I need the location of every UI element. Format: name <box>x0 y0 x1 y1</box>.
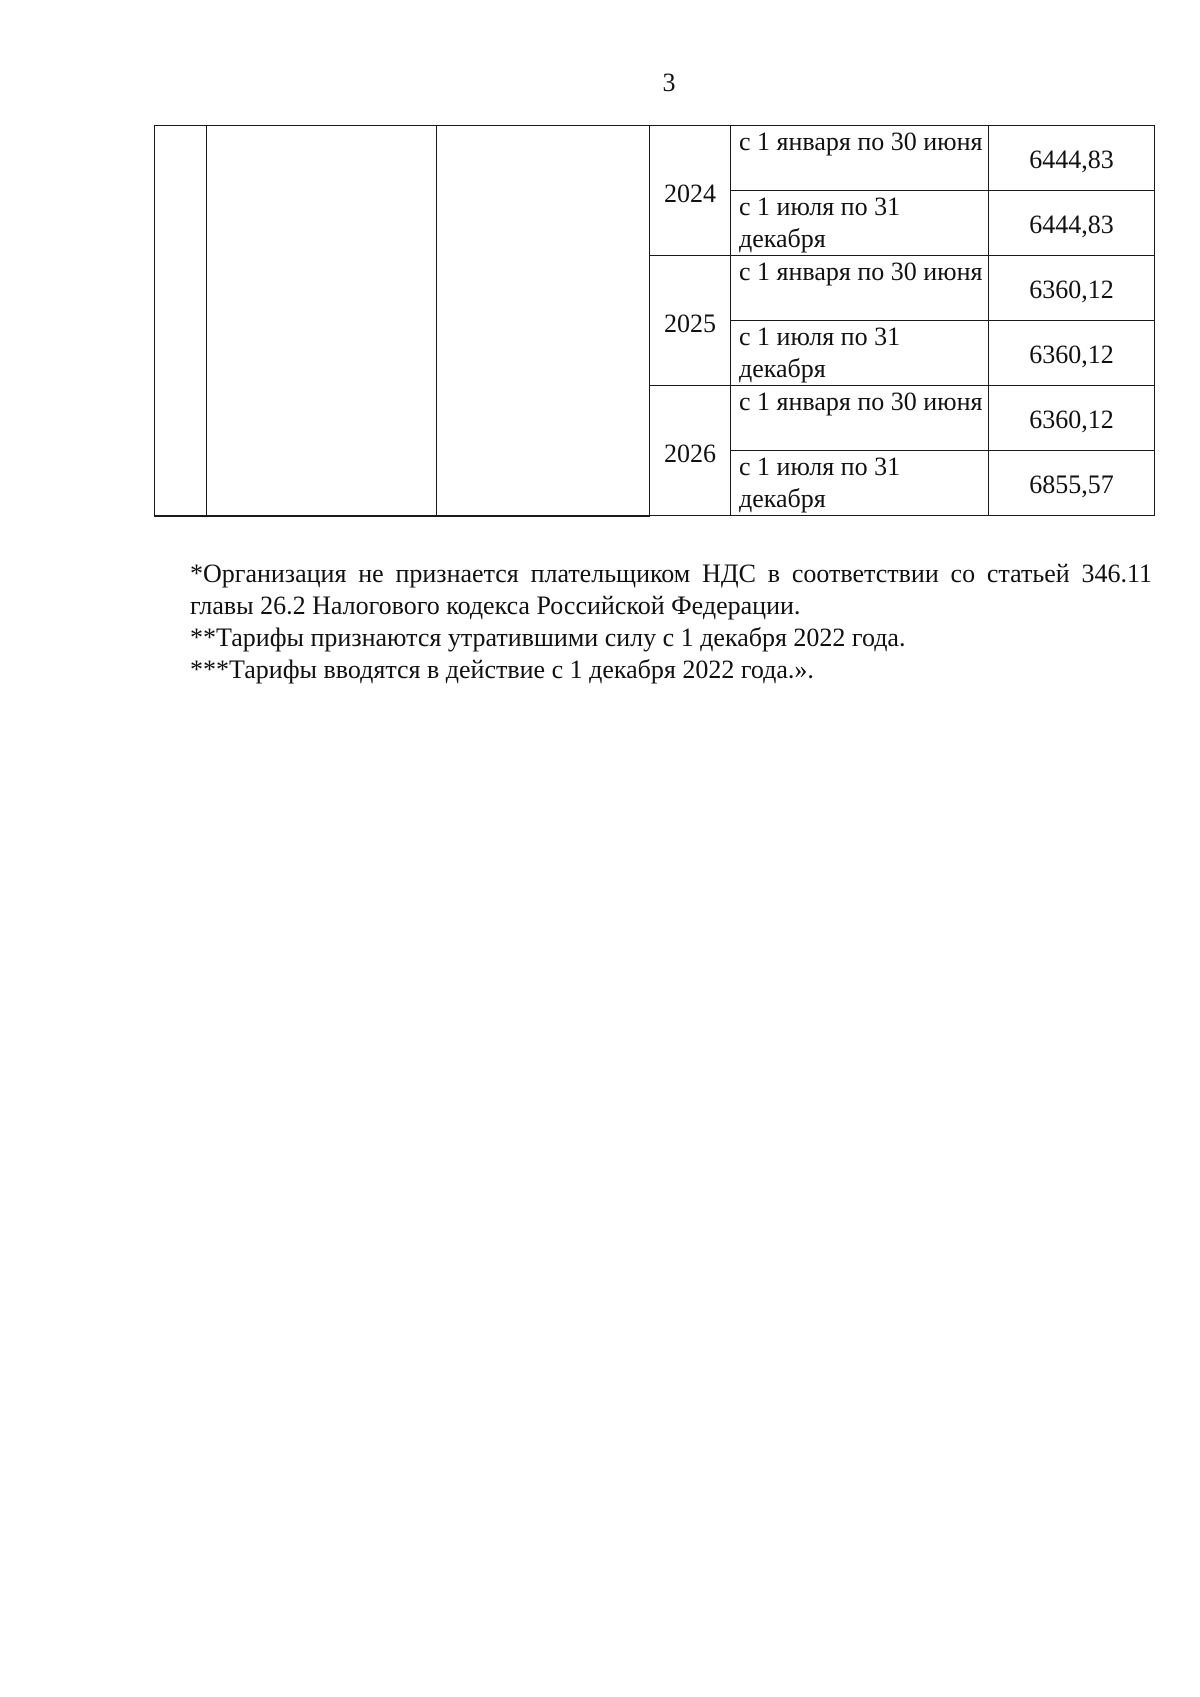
tariff-value-cell: 6855,57 <box>989 451 1155 516</box>
tariff-value-cell: 6444,83 <box>989 126 1155 191</box>
period-cell: с 1 июля по 31 декабря <box>731 451 989 516</box>
empty-service-cell <box>437 126 650 516</box>
period-cell: с 1 января по 30 июня <box>731 386 989 451</box>
tariff-value-cell: 6360,12 <box>989 256 1155 321</box>
page-number: 3 <box>662 68 676 97</box>
period-cell: с 1 января по 30 июня <box>731 126 989 191</box>
empty-number-cell <box>155 126 207 516</box>
period-cell: с 1 июля по 31 декабря <box>731 191 989 256</box>
period-cell: с 1 июля по 31 декабря <box>731 321 989 386</box>
year-cell: 2025 <box>650 256 731 386</box>
tariff-value-cell: 6444,83 <box>989 191 1155 256</box>
year-cell: 2026 <box>650 386 731 516</box>
period-cell: с 1 января по 30 июня <box>731 256 989 321</box>
empty-organization-cell <box>207 126 437 516</box>
footnote-tariffs-effective: ***Тарифы вводятся в действие с 1 декабря 2022 года.». <box>190 655 814 684</box>
year-cell: 2024 <box>650 126 731 256</box>
tariff-table <box>154 125 1155 517</box>
tariff-value-cell: 6360,12 <box>989 386 1155 451</box>
table-row <box>155 126 1155 191</box>
tariff-value-cell: 6360,12 <box>989 321 1155 386</box>
footnote-vat: *Организация не признается плательщиком НДС в соответствии со статьей 346.11 главы 26.2 Налогового кодекса Российской Федерации. <box>190 559 1152 620</box>
footnotes <box>190 558 1152 686</box>
footnote-tariffs-expired: **Тарифы признаются утратившими силу с 1 декабря 2022 года. <box>190 623 906 652</box>
